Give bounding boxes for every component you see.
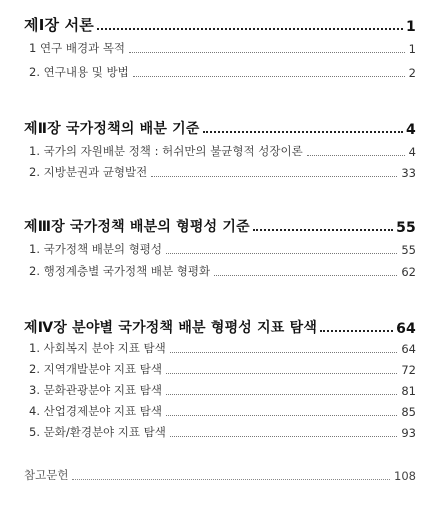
dot-leader xyxy=(170,351,398,353)
section-page-number: 62 xyxy=(401,265,416,279)
section-title: 1. 국가의 자원배분 정책 : 허쉬만의 불균형적 성장이론 xyxy=(29,144,303,158)
dot-leader xyxy=(166,414,397,416)
section-title: 2. 지방분권과 균형발전 xyxy=(29,165,148,179)
toc-chapter-4[interactable] xyxy=(24,317,416,337)
section-title: 1. 사회복지 분야 지표 탐색 xyxy=(29,341,166,355)
section-page-number: 85 xyxy=(401,405,416,419)
chapter-page-number: 1 xyxy=(406,19,416,35)
dot-leader xyxy=(166,393,397,395)
toc-chapter-2[interactable] xyxy=(24,118,416,138)
section-page-number: 2 xyxy=(408,66,416,80)
chapter-title: 제Ⅰ장 서론 xyxy=(24,16,94,34)
toc-section-4-5[interactable] xyxy=(24,424,416,440)
toc-section-4-1[interactable] xyxy=(24,340,416,356)
section-title: 5. 문화/환경분야 지표 탐색 xyxy=(29,425,166,439)
dot-leader xyxy=(151,175,397,177)
section-page-number: 81 xyxy=(401,384,416,398)
section-page-number: 4 xyxy=(408,145,416,159)
section-title: 3. 문화관광분야 지표 탐색 xyxy=(29,383,163,397)
section-title: 1 연구 배경과 목적 xyxy=(29,41,126,55)
section-title: 2. 지역개발분야 지표 탐색 xyxy=(29,362,163,376)
toc-chapter-1[interactable] xyxy=(24,14,416,35)
dot-leader xyxy=(97,27,403,30)
section-page-number: 93 xyxy=(401,426,416,440)
dot-leader xyxy=(320,329,393,332)
toc-section-4-3[interactable] xyxy=(24,382,416,398)
section-page-number: 64 xyxy=(401,342,416,356)
toc-references[interactable] xyxy=(24,467,416,483)
toc-section-1-2[interactable] xyxy=(24,64,416,80)
toc-chapter-3[interactable] xyxy=(24,216,416,236)
toc-section-4-2[interactable] xyxy=(24,361,416,377)
dot-leader xyxy=(133,75,405,77)
references-title: 참고문헌 xyxy=(24,468,69,482)
dot-leader xyxy=(129,51,405,53)
chapter-title: 제Ⅲ장 국가정책 배분의 형평성 기준 xyxy=(24,219,250,235)
chapter-title: 제Ⅳ장 분야별 국가정책 배분 형평성 지표 탐색 xyxy=(24,320,318,336)
dot-leader xyxy=(203,130,403,133)
references-page-number: 108 xyxy=(394,469,416,483)
dot-leader xyxy=(166,252,397,254)
chapter-page-number: 64 xyxy=(396,321,416,337)
toc-section-4-4[interactable] xyxy=(24,403,416,419)
section-title: 1. 국가정책 배분의 형평성 xyxy=(29,242,163,256)
toc-section-2-1[interactable] xyxy=(24,143,416,159)
toc-section-1-1[interactable] xyxy=(24,40,416,56)
section-page-number: 1 xyxy=(408,42,416,56)
section-title: 2. 연구내용 및 방법 xyxy=(29,65,129,79)
section-title: 4. 산업경제분야 지표 탐색 xyxy=(29,404,163,418)
dot-leader xyxy=(170,435,397,437)
chapter-title: 제Ⅱ장 국가정책의 배분 기준 xyxy=(24,121,200,137)
section-title: 2. 행정계층별 국가정책 배분 형평화 xyxy=(29,264,211,278)
section-page-number: 55 xyxy=(401,243,416,257)
chapter-page-number: 4 xyxy=(406,122,416,138)
toc-section-3-2[interactable] xyxy=(24,263,416,279)
dot-leader xyxy=(214,274,397,276)
section-page-number: 72 xyxy=(401,363,416,377)
toc-section-2-2[interactable] xyxy=(24,164,416,180)
dot-leader xyxy=(307,154,405,156)
toc-section-3-1[interactable] xyxy=(24,241,416,257)
section-page-number: 33 xyxy=(401,166,416,180)
dot-leader xyxy=(253,228,393,231)
dot-leader xyxy=(72,478,390,480)
chapter-page-number: 55 xyxy=(396,220,416,236)
dot-leader xyxy=(166,372,397,374)
